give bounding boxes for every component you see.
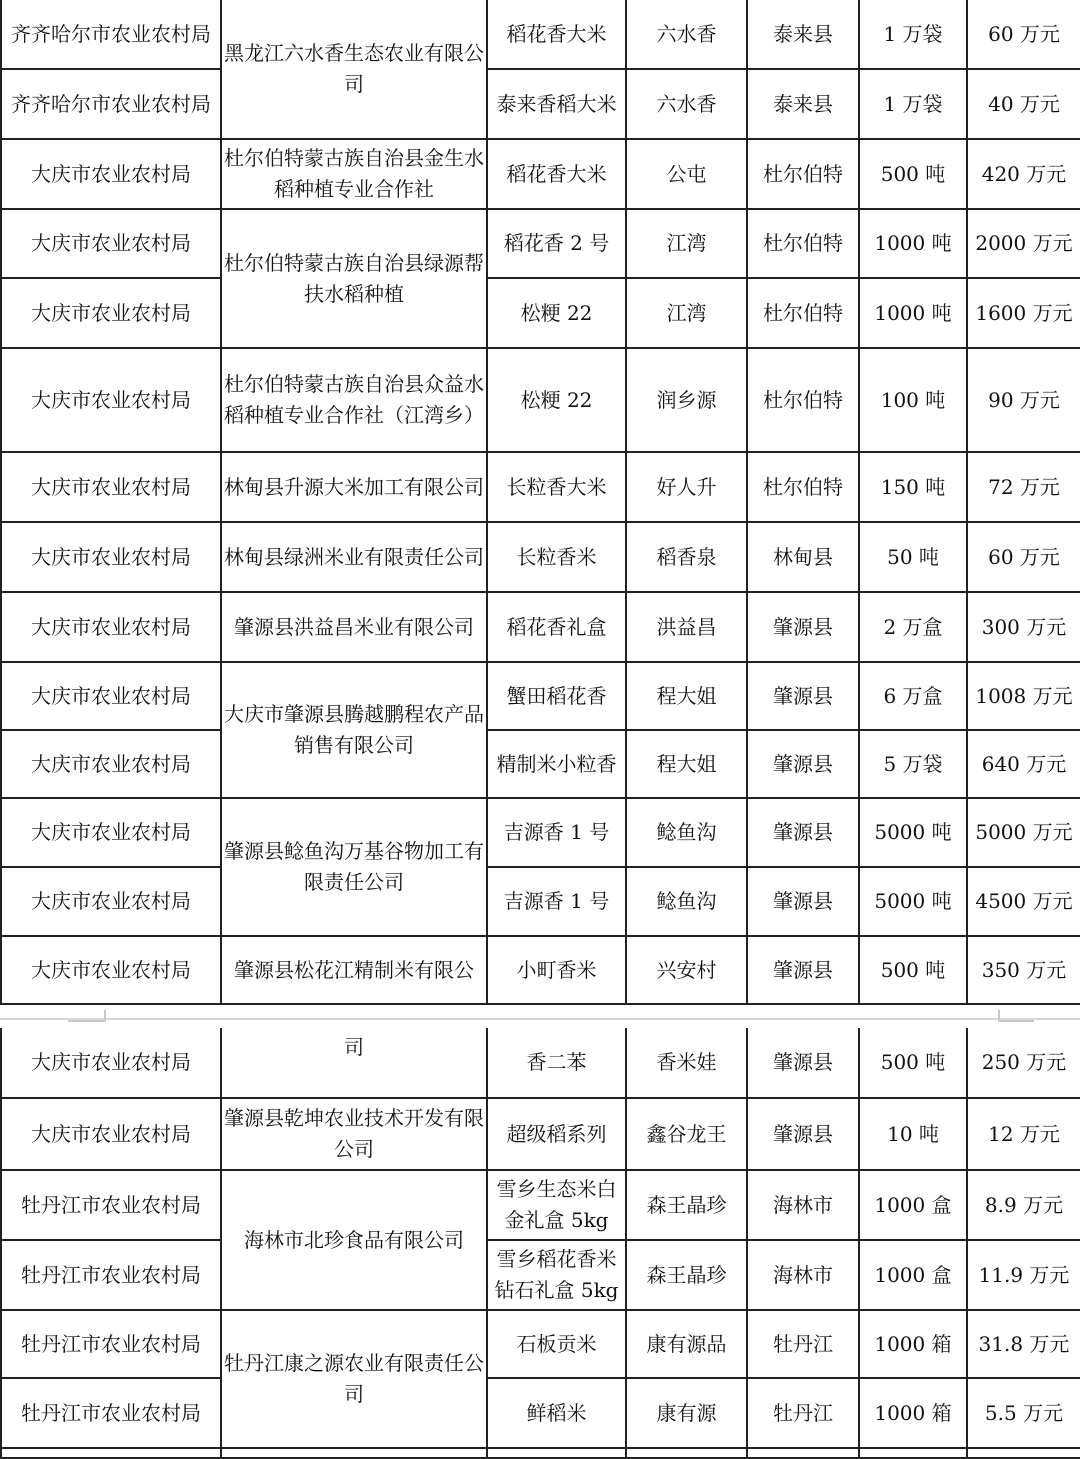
empty-cell <box>487 1448 626 1458</box>
company-cell: 林甸县绿洲米业有限责任公司 <box>221 522 487 592</box>
origin-cell: 杜尔伯特 <box>747 348 859 452</box>
product-cell: 吉源香 1 号 <box>487 867 626 936</box>
origin-cell: 杜尔伯特 <box>747 278 859 348</box>
amount-cell: 60 万元 <box>967 522 1080 592</box>
brand-cell: 稻香泉 <box>626 522 747 592</box>
empty-cell <box>1 1448 221 1458</box>
table-row <box>1 139 1080 209</box>
origin-cell: 海林市 <box>747 1240 859 1310</box>
company-cell: 杜尔伯特蒙古族自治县绿源帮扶水稻种植 <box>221 209 487 348</box>
brand-cell: 好人升 <box>626 452 747 522</box>
amount-cell: 5.5 万元 <box>967 1378 1080 1448</box>
origin-cell: 肇源县 <box>747 730 859 798</box>
table-row <box>1 452 1080 522</box>
product-cell: 香二苯 <box>487 1028 626 1098</box>
quantity-cell: 10 吨 <box>859 1098 967 1170</box>
brand-cell: 森王晶珍 <box>626 1240 747 1310</box>
product-cell: 超级稻系列 <box>487 1098 626 1170</box>
dept-cell: 大庆市农业农村局 <box>1 1028 221 1098</box>
quantity-cell: 500 吨 <box>859 1028 967 1098</box>
empty-cell <box>747 1448 859 1458</box>
origin-cell: 牡丹江 <box>747 1310 859 1378</box>
origin-cell: 肇源县 <box>747 798 859 867</box>
company-cell: 肇源县鲶鱼沟万基谷物加工有限责任公司 <box>221 798 487 936</box>
quantity-cell: 1 万袋 <box>859 0 967 69</box>
product-cell: 雪乡稻花香米钻石礼盒 5kg <box>487 1240 626 1310</box>
dept-cell: 大庆市农业农村局 <box>1 662 221 730</box>
quantity-cell: 1000 吨 <box>859 209 967 278</box>
amount-cell: 12 万元 <box>967 1098 1080 1170</box>
brand-cell: 鲶鱼沟 <box>626 867 747 936</box>
amount-cell: 4500 万元 <box>967 867 1080 936</box>
origin-cell: 肇源县 <box>747 936 859 1004</box>
quantity-cell: 1000 盒 <box>859 1170 967 1240</box>
dept-cell: 齐齐哈尔市农业农村局 <box>1 69 221 139</box>
product-cell: 稻花香礼盒 <box>487 592 626 662</box>
brand-cell: 洪益昌 <box>626 592 747 662</box>
quantity-cell: 150 吨 <box>859 452 967 522</box>
dept-cell: 大庆市农业农村局 <box>1 209 221 278</box>
page-break <box>0 1006 1080 1028</box>
product-cell: 蟹田稻花香 <box>487 662 626 730</box>
dept-cell: 大庆市农业农村局 <box>1 348 221 452</box>
brand-cell: 康有源 <box>626 1378 747 1448</box>
origin-cell: 杜尔伯特 <box>747 209 859 278</box>
product-cell: 松粳 22 <box>487 278 626 348</box>
quantity-cell: 1 万袋 <box>859 69 967 139</box>
table-row <box>1 1310 1080 1378</box>
amount-cell: 31.8 万元 <box>967 1310 1080 1378</box>
dept-cell: 大庆市农业农村局 <box>1 936 221 1004</box>
amount-cell: 1008 万元 <box>967 662 1080 730</box>
product-cell: 长粒香大米 <box>487 452 626 522</box>
origin-cell: 牡丹江 <box>747 1378 859 1448</box>
table-row <box>1 936 1080 1004</box>
brand-cell: 江湾 <box>626 209 747 278</box>
amount-cell: 640 万元 <box>967 730 1080 798</box>
table-row <box>1 1378 1080 1448</box>
origin-cell: 肇源县 <box>747 1028 859 1098</box>
company-cell: 杜尔伯特蒙古族自治县众益水稻种植专业合作社（江湾乡） <box>221 348 487 452</box>
table-row <box>1 1448 1080 1458</box>
quantity-cell: 100 吨 <box>859 348 967 452</box>
brand-cell: 公屯 <box>626 139 747 209</box>
amount-cell: 5000 万元 <box>967 798 1080 867</box>
quantity-cell: 500 吨 <box>859 139 967 209</box>
origin-cell: 杜尔伯特 <box>747 452 859 522</box>
company-cell: 海林市北珍食品有限公司 <box>221 1170 487 1310</box>
dept-cell: 齐齐哈尔市农业农村局 <box>1 0 221 69</box>
origin-cell: 泰来县 <box>747 69 859 139</box>
product-cell: 石板贡米 <box>487 1310 626 1378</box>
table-row <box>1 662 1080 730</box>
brand-cell: 香米娃 <box>626 1028 747 1098</box>
amount-cell: 420 万元 <box>967 139 1080 209</box>
origin-cell: 肇源县 <box>747 867 859 936</box>
brand-cell: 江湾 <box>626 278 747 348</box>
amount-cell: 8.9 万元 <box>967 1170 1080 1240</box>
dept-cell: 牡丹江市农业农村局 <box>1 1240 221 1310</box>
quantity-cell: 50 吨 <box>859 522 967 592</box>
product-cell: 小町香米 <box>487 936 626 1004</box>
company-cell: 黑龙江六水香生态农业有限公司 <box>221 0 487 139</box>
table-row <box>1 1028 1080 1098</box>
dept-cell: 大庆市农业农村局 <box>1 278 221 348</box>
amount-cell: 60 万元 <box>967 0 1080 69</box>
table-row <box>1 730 1080 798</box>
amount-cell: 90 万元 <box>967 348 1080 452</box>
origin-cell: 林甸县 <box>747 522 859 592</box>
product-cell: 泰来香稻大米 <box>487 69 626 139</box>
dept-cell: 大庆市农业农村局 <box>1 1098 221 1170</box>
product-cell: 雪乡生态米白金礼盒 5kg <box>487 1170 626 1240</box>
table-row <box>1 592 1080 662</box>
quantity-cell: 5000 吨 <box>859 798 967 867</box>
origin-cell: 泰来县 <box>747 0 859 69</box>
quantity-cell: 500 吨 <box>859 936 967 1004</box>
dept-cell: 牡丹江市农业农村局 <box>1 1378 221 1448</box>
dept-cell: 牡丹江市农业农村局 <box>1 1170 221 1240</box>
origin-cell: 肇源县 <box>747 1098 859 1170</box>
product-cell: 松粳 22 <box>487 348 626 452</box>
amount-cell: 1600 万元 <box>967 278 1080 348</box>
brand-cell: 鲶鱼沟 <box>626 798 747 867</box>
product-cell: 吉源香 1 号 <box>487 798 626 867</box>
table-row <box>1 0 1080 69</box>
amount-cell: 250 万元 <box>967 1028 1080 1098</box>
product-cell: 精制米小粒香 <box>487 730 626 798</box>
empty-cell <box>967 1448 1080 1458</box>
origin-cell: 肇源县 <box>747 592 859 662</box>
brand-cell: 程大姐 <box>626 662 747 730</box>
quantity-cell: 1000 箱 <box>859 1310 967 1378</box>
table-row <box>1 798 1080 867</box>
company-cell: 肇源县乾坤农业技术开发有限公司 <box>221 1098 487 1170</box>
page-edge-line <box>0 1018 1080 1020</box>
origin-cell: 海林市 <box>747 1170 859 1240</box>
amount-cell: 40 万元 <box>967 69 1080 139</box>
page-corner-mark-left <box>68 1010 106 1022</box>
dept-cell: 大庆市农业农村局 <box>1 867 221 936</box>
dept-cell: 大庆市农业农村局 <box>1 139 221 209</box>
brand-cell: 六水香 <box>626 69 747 139</box>
table-row <box>1 348 1080 452</box>
quantity-cell: 5 万袋 <box>859 730 967 798</box>
empty-cell <box>859 1448 967 1458</box>
company-cell: 司 <box>221 1028 487 1098</box>
company-cell: 牡丹江康之源农业有限责任公司 <box>221 1310 487 1448</box>
origin-cell: 杜尔伯特 <box>747 139 859 209</box>
amount-cell: 2000 万元 <box>967 209 1080 278</box>
brand-cell: 兴安村 <box>626 936 747 1004</box>
dept-cell: 大庆市农业农村局 <box>1 730 221 798</box>
table-row <box>1 1170 1080 1240</box>
brand-cell: 程大姐 <box>626 730 747 798</box>
amount-cell: 300 万元 <box>967 592 1080 662</box>
dept-cell: 大庆市农业农村局 <box>1 522 221 592</box>
dept-cell: 大庆市农业农村局 <box>1 592 221 662</box>
amount-cell: 350 万元 <box>967 936 1080 1004</box>
product-cell: 稻花香大米 <box>487 139 626 209</box>
rice-table-page-2 <box>0 1028 1080 1459</box>
brand-cell: 润乡源 <box>626 348 747 452</box>
company-cell: 杜尔伯特蒙古族自治县金生水稻种植专业合作社 <box>221 139 487 209</box>
product-cell: 鲜稻米 <box>487 1378 626 1448</box>
dept-cell: 大庆市农业农村局 <box>1 798 221 867</box>
table-row <box>1 867 1080 936</box>
quantity-cell: 6 万盒 <box>859 662 967 730</box>
quantity-cell: 1000 盒 <box>859 1240 967 1310</box>
page-corner-mark-right <box>998 1010 1034 1022</box>
origin-cell: 肇源县 <box>747 662 859 730</box>
quantity-cell: 2 万盒 <box>859 592 967 662</box>
brand-cell: 鑫谷龙王 <box>626 1098 747 1170</box>
table-row <box>1 522 1080 592</box>
brand-cell: 康有源品 <box>626 1310 747 1378</box>
table-row <box>1 278 1080 348</box>
empty-cell <box>626 1448 747 1458</box>
table-row <box>1 1240 1080 1310</box>
company-cell: 林甸县升源大米加工有限公司 <box>221 452 487 522</box>
table-row <box>1 209 1080 278</box>
amount-cell: 11.9 万元 <box>967 1240 1080 1310</box>
empty-cell <box>221 1448 487 1458</box>
table-row <box>1 1098 1080 1170</box>
table-row <box>1 69 1080 139</box>
brand-cell: 森王晶珍 <box>626 1170 747 1240</box>
amount-cell: 72 万元 <box>967 452 1080 522</box>
brand-cell: 六水香 <box>626 0 747 69</box>
company-cell: 肇源县洪益昌米业有限公司 <box>221 592 487 662</box>
dept-cell: 牡丹江市农业农村局 <box>1 1310 221 1378</box>
company-cell: 肇源县松花江精制米有限公 <box>221 936 487 1004</box>
product-cell: 长粒香米 <box>487 522 626 592</box>
product-cell: 稻花香 2 号 <box>487 209 626 278</box>
quantity-cell: 1000 吨 <box>859 278 967 348</box>
quantity-cell: 5000 吨 <box>859 867 967 936</box>
dept-cell: 大庆市农业农村局 <box>1 452 221 522</box>
quantity-cell: 1000 箱 <box>859 1378 967 1448</box>
company-cell: 大庆市肇源县腾越鹏程农产品销售有限公司 <box>221 662 487 798</box>
product-cell: 稻花香大米 <box>487 0 626 69</box>
